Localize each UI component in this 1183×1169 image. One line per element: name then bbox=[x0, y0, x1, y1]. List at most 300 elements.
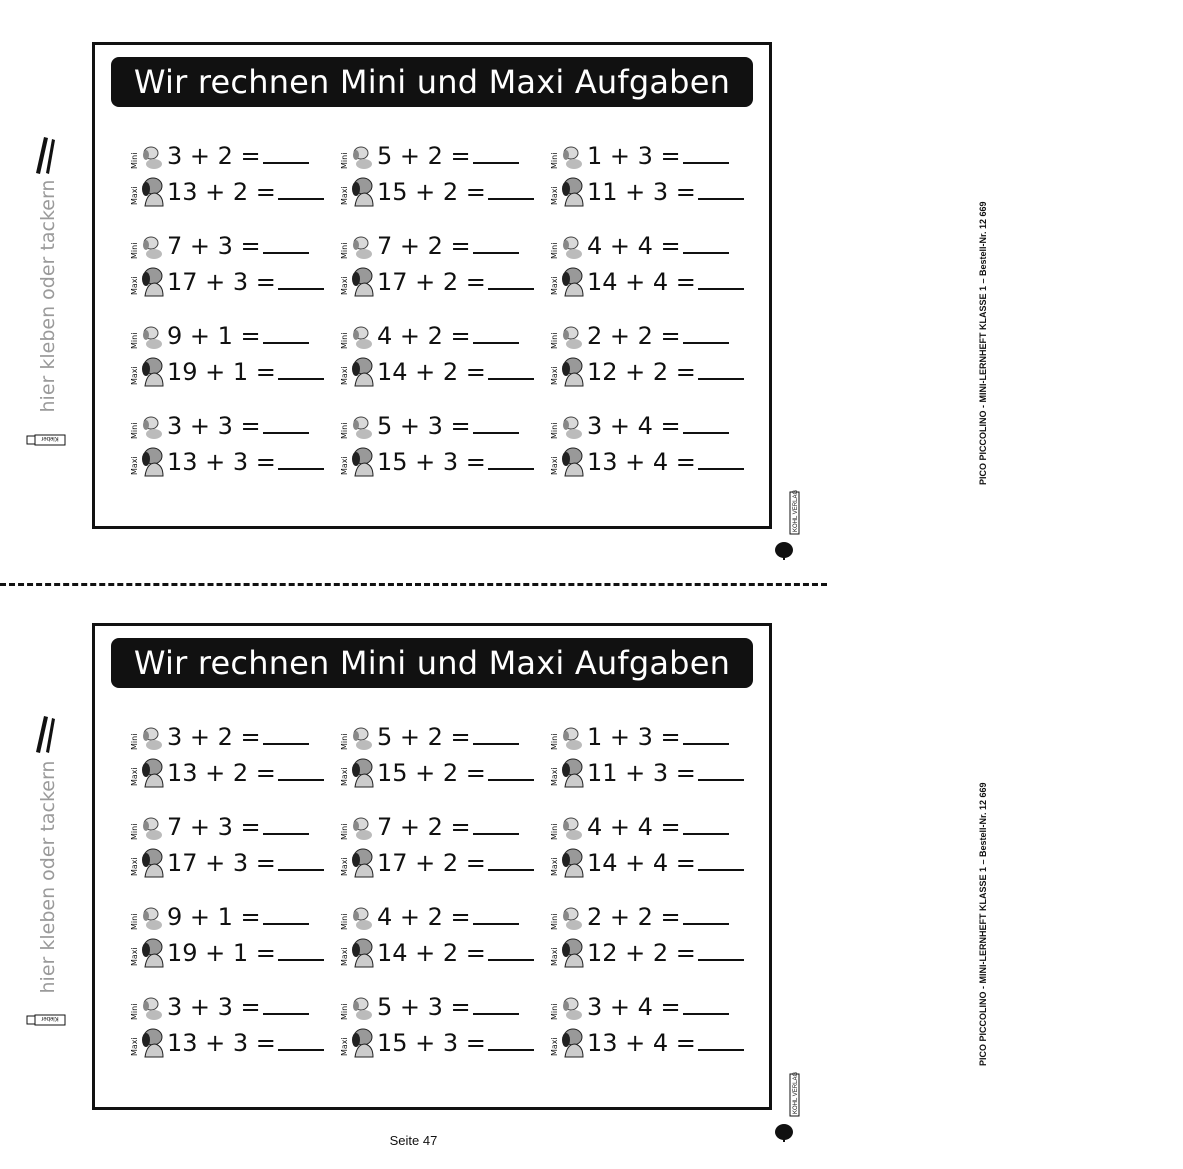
small-dog-icon bbox=[339, 139, 375, 171]
answer-blank[interactable] bbox=[698, 958, 744, 961]
big-dog-icon bbox=[339, 445, 375, 477]
task-group bbox=[129, 408, 319, 480]
maxi-label: Maxi bbox=[550, 947, 559, 966]
equation bbox=[587, 719, 727, 755]
logo-label: KOHL VERLAG bbox=[793, 1071, 799, 1114]
maxi-label: Maxi bbox=[340, 276, 349, 295]
answer-blank[interactable] bbox=[473, 922, 519, 925]
equation bbox=[377, 935, 517, 971]
maxi-task bbox=[129, 935, 319, 971]
mini-task bbox=[339, 138, 529, 174]
small-dog-icon bbox=[549, 990, 585, 1022]
mini-label: Mini bbox=[130, 242, 139, 259]
task-group bbox=[339, 408, 529, 480]
answer-blank[interactable] bbox=[683, 832, 729, 835]
mini-label: Mini bbox=[340, 332, 349, 349]
glue-stick-icon bbox=[26, 1014, 66, 1026]
cut-line bbox=[0, 583, 827, 586]
big-dog-icon bbox=[129, 355, 165, 387]
task-group bbox=[339, 228, 529, 300]
publisher-text: PICO PICCOLINO - MINI-LERNHEFT KLASSE 1 – Bestell-Nr. 12 669 bbox=[978, 201, 988, 485]
small-dog-icon bbox=[129, 139, 165, 171]
maxi-label: Maxi bbox=[130, 767, 139, 786]
equation-text: 13 + 2 = bbox=[167, 178, 276, 206]
big-dog-icon bbox=[129, 265, 165, 297]
equation-text: 15 + 3 = bbox=[377, 448, 486, 476]
glue-stick-icon bbox=[26, 434, 66, 446]
mini-task bbox=[549, 899, 739, 935]
equation-text: 4 + 2 = bbox=[377, 903, 471, 931]
answer-blank[interactable] bbox=[683, 251, 729, 254]
mini-label: Mini bbox=[340, 422, 349, 439]
task-group bbox=[339, 809, 529, 881]
equation-text: 5 + 2 = bbox=[377, 142, 471, 170]
mini-label: Mini bbox=[550, 422, 559, 439]
equation-text: 1 + 3 = bbox=[587, 723, 681, 751]
equation bbox=[587, 989, 727, 1025]
equation bbox=[167, 935, 307, 971]
answer-blank[interactable] bbox=[473, 431, 519, 434]
equation bbox=[377, 228, 517, 264]
maxi-task bbox=[549, 444, 739, 480]
equation bbox=[377, 174, 517, 210]
maxi-label: Maxi bbox=[340, 1037, 349, 1056]
equation-text: 17 + 2 = bbox=[377, 849, 486, 877]
mini-label: Mini bbox=[130, 1003, 139, 1020]
equation-text: 7 + 2 = bbox=[377, 813, 471, 841]
maxi-task bbox=[549, 935, 739, 971]
mini-task bbox=[129, 408, 319, 444]
big-dog-icon bbox=[549, 1026, 585, 1058]
maxi-task bbox=[129, 1025, 319, 1061]
answer-blank[interactable] bbox=[263, 161, 309, 164]
equation bbox=[167, 809, 307, 845]
answer-blank[interactable] bbox=[683, 1012, 729, 1015]
equation bbox=[377, 264, 517, 300]
big-dog-icon bbox=[129, 846, 165, 878]
mini-label: Mini bbox=[550, 1003, 559, 1020]
task-group bbox=[339, 138, 529, 210]
equation bbox=[167, 354, 307, 390]
equation bbox=[377, 354, 517, 390]
maxi-task bbox=[549, 264, 739, 300]
equation-text: 19 + 1 = bbox=[167, 939, 276, 967]
equation-text: 17 + 2 = bbox=[377, 268, 486, 296]
side-label: hier kleben oder tackern bbox=[37, 760, 59, 994]
equation-text: 3 + 3 = bbox=[167, 993, 261, 1021]
equation-text: 19 + 1 = bbox=[167, 358, 276, 386]
mini-label: Mini bbox=[340, 913, 349, 930]
equation bbox=[167, 138, 307, 174]
answer-blank[interactable] bbox=[683, 341, 729, 344]
answer-blank[interactable] bbox=[278, 1048, 324, 1051]
answer-blank[interactable] bbox=[278, 197, 324, 200]
equation bbox=[167, 318, 307, 354]
mini-label: Mini bbox=[130, 332, 139, 349]
equation bbox=[377, 719, 517, 755]
task-group bbox=[549, 989, 739, 1061]
mini-label: Mini bbox=[550, 733, 559, 750]
task-group bbox=[549, 138, 739, 210]
big-dog-icon bbox=[339, 1026, 375, 1058]
equation bbox=[377, 408, 517, 444]
small-dog-icon bbox=[549, 900, 585, 932]
task-group bbox=[129, 318, 319, 390]
equation-text: 4 + 4 = bbox=[587, 232, 681, 260]
mini-label: Mini bbox=[130, 152, 139, 169]
task-group bbox=[339, 899, 529, 971]
equation-text: 13 + 3 = bbox=[167, 1029, 276, 1057]
maxi-task bbox=[339, 354, 529, 390]
small-dog-icon bbox=[549, 319, 585, 351]
answer-blank[interactable] bbox=[278, 868, 324, 871]
answer-blank[interactable] bbox=[278, 377, 324, 380]
mini-label: Mini bbox=[130, 823, 139, 840]
maxi-task bbox=[549, 845, 739, 881]
equation-text: 14 + 4 = bbox=[587, 849, 696, 877]
equation-text: 4 + 2 = bbox=[377, 322, 471, 350]
equation bbox=[587, 845, 727, 881]
task-group bbox=[549, 408, 739, 480]
answer-blank[interactable] bbox=[683, 431, 729, 434]
small-dog-icon bbox=[129, 810, 165, 842]
small-dog-icon bbox=[339, 229, 375, 261]
mini-label: Mini bbox=[550, 332, 559, 349]
equation bbox=[587, 138, 727, 174]
small-dog-icon bbox=[549, 720, 585, 752]
small-dog-icon bbox=[549, 810, 585, 842]
equation bbox=[377, 444, 517, 480]
equation-text: 1 + 3 = bbox=[587, 142, 681, 170]
mini-task bbox=[129, 318, 319, 354]
mini-task bbox=[129, 809, 319, 845]
mini-label: Mini bbox=[340, 242, 349, 259]
task-group bbox=[129, 228, 319, 300]
kohl-verlag-tree-logo bbox=[772, 1072, 802, 1142]
maxi-task bbox=[339, 755, 529, 791]
equation bbox=[167, 228, 307, 264]
task-group bbox=[339, 318, 529, 390]
equation bbox=[167, 899, 307, 935]
answer-blank[interactable] bbox=[683, 161, 729, 164]
answer-blank[interactable] bbox=[683, 742, 729, 745]
maxi-task bbox=[129, 174, 319, 210]
big-dog-icon bbox=[549, 355, 585, 387]
equation-text: 11 + 3 = bbox=[587, 759, 696, 787]
mini-label: Mini bbox=[340, 152, 349, 169]
task-group bbox=[129, 809, 319, 881]
worksheet-card-bottom bbox=[92, 623, 772, 1110]
mini-label: Mini bbox=[550, 823, 559, 840]
maxi-label: Maxi bbox=[550, 456, 559, 475]
answer-blank[interactable] bbox=[473, 832, 519, 835]
small-dog-icon bbox=[129, 900, 165, 932]
maxi-task bbox=[549, 354, 739, 390]
equation bbox=[587, 755, 727, 791]
answer-blank[interactable] bbox=[263, 922, 309, 925]
mini-label: Mini bbox=[130, 913, 139, 930]
equation-text: 14 + 2 = bbox=[377, 358, 486, 386]
task-group bbox=[129, 138, 319, 210]
equation bbox=[587, 899, 727, 935]
mini-label: Mini bbox=[340, 733, 349, 750]
answer-blank[interactable] bbox=[263, 742, 309, 745]
equation bbox=[377, 989, 517, 1025]
answer-blank[interactable] bbox=[488, 958, 534, 961]
mini-task bbox=[549, 408, 739, 444]
big-dog-icon bbox=[339, 265, 375, 297]
maxi-label: Maxi bbox=[550, 276, 559, 295]
equation-text: 5 + 2 = bbox=[377, 723, 471, 751]
mini-label: Mini bbox=[550, 152, 559, 169]
equation bbox=[377, 138, 517, 174]
maxi-task bbox=[339, 845, 529, 881]
task-group bbox=[549, 809, 739, 881]
maxi-label: Maxi bbox=[340, 456, 349, 475]
equation bbox=[377, 755, 517, 791]
mini-task bbox=[339, 989, 529, 1025]
answer-blank[interactable] bbox=[278, 958, 324, 961]
big-dog-icon bbox=[339, 355, 375, 387]
answer-blank[interactable] bbox=[473, 161, 519, 164]
equation-text: 9 + 1 = bbox=[167, 903, 261, 931]
small-dog-icon bbox=[129, 720, 165, 752]
equation-text: 14 + 2 = bbox=[377, 939, 486, 967]
maxi-task bbox=[129, 354, 319, 390]
answer-blank[interactable] bbox=[488, 197, 534, 200]
maxi-task bbox=[549, 1025, 739, 1061]
equation-text: 7 + 3 = bbox=[167, 813, 261, 841]
mini-label: Mini bbox=[550, 913, 559, 930]
big-dog-icon bbox=[129, 175, 165, 207]
big-dog-icon bbox=[549, 936, 585, 968]
equation-text: 13 + 4 = bbox=[587, 1029, 696, 1057]
side-label: hier kleben oder tackern bbox=[37, 179, 59, 413]
glue-label: Kleber bbox=[41, 435, 59, 441]
big-dog-icon bbox=[129, 756, 165, 788]
big-dog-icon bbox=[339, 756, 375, 788]
answer-blank[interactable] bbox=[278, 287, 324, 290]
equation-text: 12 + 2 = bbox=[587, 358, 696, 386]
maxi-label: Maxi bbox=[550, 1037, 559, 1056]
equation bbox=[587, 444, 727, 480]
maxi-task bbox=[549, 174, 739, 210]
small-dog-icon bbox=[129, 229, 165, 261]
equation bbox=[377, 845, 517, 881]
mini-task bbox=[129, 989, 319, 1025]
equation bbox=[587, 1025, 727, 1061]
task-group bbox=[339, 719, 529, 791]
equation bbox=[587, 228, 727, 264]
equation bbox=[167, 444, 307, 480]
equation-text: 5 + 3 = bbox=[377, 412, 471, 440]
big-dog-icon bbox=[339, 936, 375, 968]
small-dog-icon bbox=[129, 990, 165, 1022]
maxi-task bbox=[129, 264, 319, 300]
big-dog-icon bbox=[549, 445, 585, 477]
answer-blank[interactable] bbox=[698, 197, 744, 200]
equation-text: 2 + 2 = bbox=[587, 903, 681, 931]
mini-task bbox=[339, 408, 529, 444]
maxi-task bbox=[129, 845, 319, 881]
equation-text: 17 + 3 = bbox=[167, 268, 276, 296]
small-dog-icon bbox=[549, 139, 585, 171]
maxi-label: Maxi bbox=[130, 186, 139, 205]
big-dog-icon bbox=[549, 175, 585, 207]
equation bbox=[587, 408, 727, 444]
maxi-label: Maxi bbox=[340, 767, 349, 786]
maxi-label: Maxi bbox=[550, 767, 559, 786]
mini-label: Mini bbox=[550, 242, 559, 259]
equation-text: 13 + 3 = bbox=[167, 448, 276, 476]
answer-blank[interactable] bbox=[488, 868, 534, 871]
task-group bbox=[129, 899, 319, 971]
equation bbox=[167, 989, 307, 1025]
big-dog-icon bbox=[129, 445, 165, 477]
maxi-task bbox=[339, 264, 529, 300]
answer-blank[interactable] bbox=[473, 341, 519, 344]
small-dog-icon bbox=[339, 810, 375, 842]
mini-label: Mini bbox=[130, 733, 139, 750]
equation bbox=[587, 935, 727, 971]
maxi-label: Maxi bbox=[130, 1037, 139, 1056]
mini-task bbox=[129, 719, 319, 755]
sheet-title: Wir rechnen Mini und Maxi Aufgaben bbox=[111, 638, 753, 688]
equation bbox=[167, 719, 307, 755]
maxi-task bbox=[129, 755, 319, 791]
answer-blank[interactable] bbox=[488, 1048, 534, 1051]
mini-label: Mini bbox=[340, 823, 349, 840]
worksheet-card-top bbox=[92, 42, 772, 529]
answer-blank[interactable] bbox=[488, 377, 534, 380]
small-dog-icon bbox=[129, 409, 165, 441]
task-group bbox=[549, 318, 739, 390]
mini-task bbox=[549, 138, 739, 174]
answer-blank[interactable] bbox=[473, 251, 519, 254]
mini-task bbox=[339, 228, 529, 264]
maxi-label: Maxi bbox=[130, 947, 139, 966]
equation bbox=[167, 1025, 307, 1061]
small-dog-icon bbox=[339, 990, 375, 1022]
mini-task bbox=[549, 989, 739, 1025]
equation-text: 4 + 4 = bbox=[587, 813, 681, 841]
equation bbox=[167, 264, 307, 300]
big-dog-icon bbox=[129, 1026, 165, 1058]
task-group bbox=[549, 899, 739, 971]
answer-blank[interactable] bbox=[698, 1048, 744, 1051]
small-dog-icon bbox=[339, 409, 375, 441]
task-group bbox=[549, 719, 739, 791]
equation bbox=[377, 809, 517, 845]
mini-task bbox=[549, 228, 739, 264]
task-group bbox=[129, 719, 319, 791]
equation bbox=[587, 174, 727, 210]
big-dog-icon bbox=[549, 756, 585, 788]
small-dog-icon bbox=[339, 720, 375, 752]
equation-text: 7 + 3 = bbox=[167, 232, 261, 260]
answer-blank[interactable] bbox=[473, 742, 519, 745]
maxi-label: Maxi bbox=[340, 947, 349, 966]
mini-task bbox=[129, 228, 319, 264]
equation bbox=[167, 845, 307, 881]
mini-task bbox=[339, 899, 529, 935]
answer-blank[interactable] bbox=[698, 287, 744, 290]
maxi-label: Maxi bbox=[550, 857, 559, 876]
big-dog-icon bbox=[549, 265, 585, 297]
equation-text: 9 + 1 = bbox=[167, 322, 261, 350]
answer-blank[interactable] bbox=[683, 922, 729, 925]
glue-label: Kleber bbox=[41, 1015, 59, 1021]
answer-blank[interactable] bbox=[263, 251, 309, 254]
maxi-label: Maxi bbox=[130, 857, 139, 876]
equation-text: 3 + 4 = bbox=[587, 993, 681, 1021]
answer-blank[interactable] bbox=[263, 341, 309, 344]
publisher-text: PICO PICCOLINO - MINI-LERNHEFT KLASSE 1 – Bestell-Nr. 12 669 bbox=[978, 782, 988, 1066]
equation-text: 5 + 3 = bbox=[377, 993, 471, 1021]
answer-blank[interactable] bbox=[278, 778, 324, 781]
equation bbox=[167, 408, 307, 444]
mini-task bbox=[549, 318, 739, 354]
answer-blank[interactable] bbox=[698, 778, 744, 781]
answer-blank[interactable] bbox=[698, 868, 744, 871]
equation-text: 3 + 2 = bbox=[167, 723, 261, 751]
small-dog-icon bbox=[549, 409, 585, 441]
answer-blank[interactable] bbox=[488, 467, 534, 470]
answer-blank[interactable] bbox=[698, 467, 744, 470]
equation bbox=[167, 755, 307, 791]
big-dog-icon bbox=[339, 846, 375, 878]
big-dog-icon bbox=[339, 175, 375, 207]
answer-blank[interactable] bbox=[488, 778, 534, 781]
small-dog-icon bbox=[129, 319, 165, 351]
mini-task bbox=[339, 719, 529, 755]
equation-text: 12 + 2 = bbox=[587, 939, 696, 967]
equation bbox=[377, 899, 517, 935]
equation-text: 11 + 3 = bbox=[587, 178, 696, 206]
maxi-label: Maxi bbox=[130, 276, 139, 295]
answer-blank[interactable] bbox=[263, 1012, 309, 1015]
maxi-label: Maxi bbox=[130, 366, 139, 385]
maxi-task bbox=[549, 755, 739, 791]
sheet-title: Wir rechnen Mini und Maxi Aufgaben bbox=[111, 57, 753, 107]
equation bbox=[377, 318, 517, 354]
task-group bbox=[339, 989, 529, 1061]
small-dog-icon bbox=[339, 319, 375, 351]
mini-task bbox=[129, 138, 319, 174]
answer-blank[interactable] bbox=[473, 1012, 519, 1015]
answer-blank[interactable] bbox=[278, 467, 324, 470]
answer-blank[interactable] bbox=[263, 832, 309, 835]
maxi-task bbox=[339, 444, 529, 480]
equation-text: 13 + 4 = bbox=[587, 448, 696, 476]
equation-text: 15 + 3 = bbox=[377, 1029, 486, 1057]
equation-text: 7 + 2 = bbox=[377, 232, 471, 260]
maxi-label: Maxi bbox=[340, 366, 349, 385]
equation-text: 3 + 4 = bbox=[587, 412, 681, 440]
equation-text: 3 + 2 = bbox=[167, 142, 261, 170]
maxi-task bbox=[339, 174, 529, 210]
maxi-label: Maxi bbox=[340, 857, 349, 876]
equation-text: 13 + 2 = bbox=[167, 759, 276, 787]
mini-task bbox=[129, 899, 319, 935]
small-dog-icon bbox=[339, 900, 375, 932]
answer-blank[interactable] bbox=[488, 287, 534, 290]
equation bbox=[587, 318, 727, 354]
answer-blank[interactable] bbox=[698, 377, 744, 380]
big-dog-icon bbox=[549, 846, 585, 878]
answer-blank[interactable] bbox=[263, 431, 309, 434]
equation-text: 15 + 2 = bbox=[377, 759, 486, 787]
